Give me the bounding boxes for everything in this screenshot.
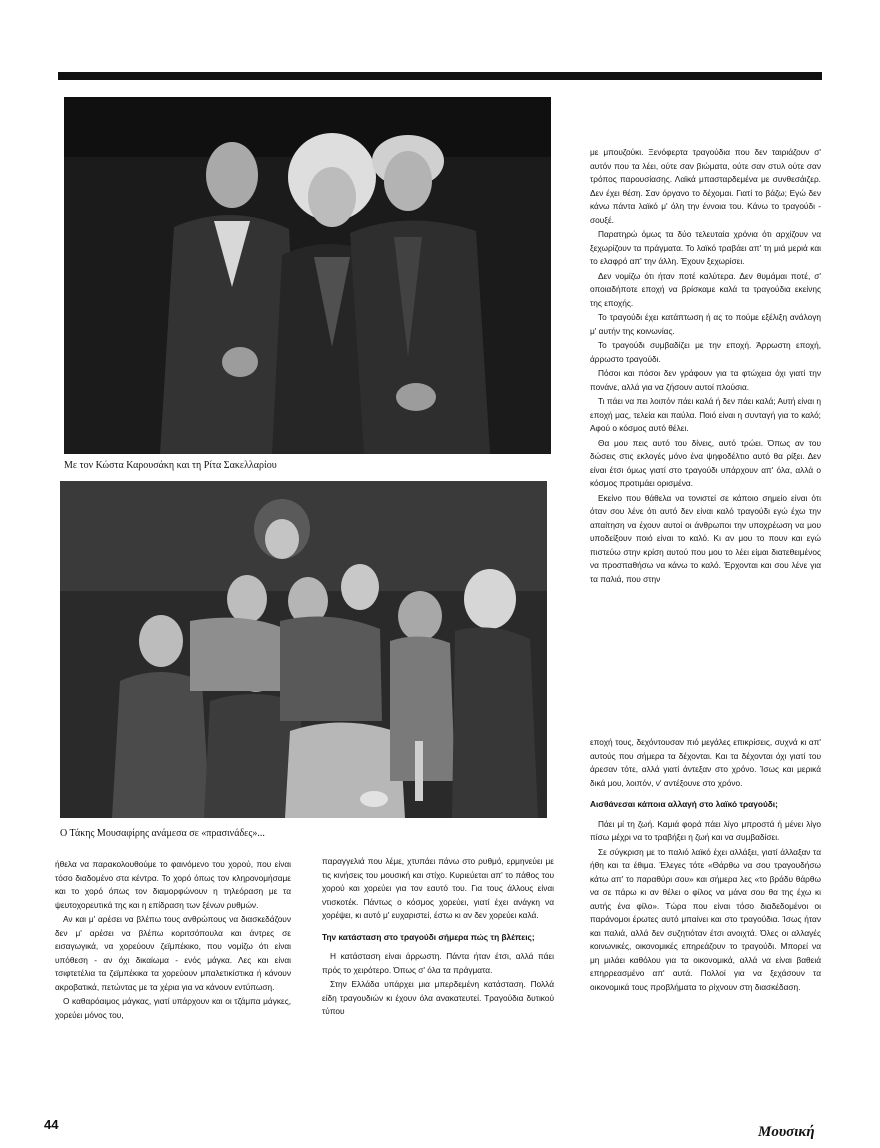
paragraph: Τι πάει να πει λοιπόν πάει καλά ή δεν πάει καλά; Αυτή είναι η εποχή μας, τελεία και παύλα. Ποιό είναι η συνταγή για το καλό; Αφού ο κόσμος αυτό θέλει. [590, 396, 821, 433]
paragraph: Εκείνο που θάθελα να τονιστεί σε κάποιο σημείο είναι ότι όταν σου λένε ότι αυτό δεν είναι καλό τραγούδι εγώ έχω την απαίτηση να έχουν αυτοί οι άνθρωποι την υποχρέωση να μου υποδείξουν ποιό είναι το καλό. Κι αν μου το πουν και εγώ πιστεύω στην κρίση αυτού που μου το λέει είμαι διατεθειμένος να προσπαθήσω να κάνω το καλό. Έρχονται και σου λένε για τα παλιά, που στην [590, 492, 821, 584]
top-rule [58, 72, 822, 80]
photo-trio [64, 97, 551, 454]
middle-column [322, 855, 554, 1020]
interview-question: Αισθάνεσαι κάποια αλλαγή στο λαϊκό τραγούδι; [590, 799, 778, 809]
paragraph: Πόσοι και πόσοι δεν γράφουν για τα φτώχεια όχι γιατί την πονάνε, αλλά για να ζήσουν αυτοί πλούσια. [590, 368, 821, 392]
paragraph: παραγγελιά που λέμε, χτυπάει πάνω στο ρυθμό, ερμηνεύει με τις κινήσεις του μουσική και στίχο. Κυριεύεται απ' το πάθος του χορού και χορεύει για τον εαυτό του. Για τους άλλους είναι ντισκοτέκ. Πάντως ο κόσμος χορεύει, γιατί έχει ανάγκη να χορέψει, κι αυτό μ' ευχαριστεί, έστω κι αν δεν χορεύει καλά. [322, 856, 554, 920]
paragraph: Δεν νομίζω ότι ήταν ποτέ καλύτερα. Δεν θυμάμαι ποτέ, σ' οποιαδήποτε εποχή να βρίσκαμε καλά τα τραγούδια εκείνης της εποχής. [590, 270, 821, 308]
magazine-name: Μουσική [758, 1124, 815, 1140]
photo-group [60, 481, 547, 818]
paragraph: Παρατηρώ όμως τα δύο τελευταία χρόνια ότι αρχίζουν να ξεχωρίζουν τα πράγματα. Το λαϊκό τραβάει απ' τη μιά μεριά και το ελαφρό απ' την άλλη. Έχουν ξεχωρίσει. [590, 229, 821, 266]
paragraph: Η κατάσταση είναι άρρωστη. Πάντα ήταν έτσι, αλλά πάει πρός το χειρότερο. Όπως σ' όλα τα πράγματα. [322, 951, 554, 975]
right-column-upper [590, 146, 821, 587]
paragraph: με μπουζούκι. Ξενόφερτα τραγούδια που δεν ταιριάζουν σ' αυτόν που τα λέει, ούτε σαν βιώματα, ούτε σαν στυλ ούτε σαν τρόπος παρουσίασης. Λαϊκά μπασταρδεμένα με συνθεσάιζερ. Δεν έχει θέση. Σαν όργανο το δέχομαι. Γιατί το βάζω; Εγώ δεν κάνω πάντα λαϊκό μ' όλη την έννοια του. Κάνω το τραγούδι - σουξέ. [590, 147, 821, 225]
right-column-lower [590, 736, 821, 995]
paragraph: εποχή τους, δεχόντουσαν πιό μεγάλες επικρίσεις, συχνά κι απ' αυτούς που σήμερα τα δέχονται. Και τα δέχονται όχι γιατί του άρεσαν τότε, αλλά γιατί άντεξαν στο χρόνο. Ίσως και μερικά δικά μου, λοιπόν, ν' αντέξουνε στο χρόνο. [590, 737, 821, 788]
paragraph: Σε σύγκριση με το παλιό λαϊκό έχει αλλάξει, γιατί άλλαξαν τα ήθη και τα έθιμα. Έλεγες τότε «Θάρθω να σου τραγουδήσω κάτω απ' το παραθύρι σου» και σήμερα λες «το βράδυ θάρθω να σε πάρω κι αν θέλει ο φίλος να μάνα σου θα της έχω κι αυτής ένα φίλο». Τώρα που είναι τόσο διαδεδομένοι οι παράνομοι έρωτες αυτό μπαίνει και στο τραγούδια. Ίσως ήταν και παλιά, αλλά δεν συζητιόταν έτσι ανοιχτά. Όλες οι αλλαγές κοινωνικές, οικονομικές επηρεάζουν το τραγούδι. Μπορεί να μη μιλάει καθόλου για τα οικονομικά, αλλά να είναι βαθειά επηρρεασμένο απ' αυτά. Πολλοί για να ξεχάσουν τα οικονομικά τους προβλήματα το ρίχνουν στη διασκέδαση. [590, 846, 821, 992]
paragraph: Ο καθαρόαιμος μάγκας, γιατί υπάρχουν και οι τζάμπα μάγκες, χορεύει μόνος του, [55, 996, 291, 1020]
paragraph: Στην Ελλάδα υπάρχει μια μπερδεμένη κατάσταση. Πολλά είδη τραγουδιών κι έχουν όλα ανακατευτεί. Τραγούδια δυτικού τύπου [322, 979, 554, 1016]
paragraph: Το τραγούδι έχει κατάπτωση ή ας το πούμε εξέλιξη ανάλογη μ' αυτήν της κοινωνίας. [590, 312, 821, 336]
top-photo-caption: Με τον Κώστα Καρουσάκη και τη Ρίτα Σακελλαρίου [64, 460, 277, 471]
paragraph: Θα μου πεις αυτό του δίνεις, αυτό τρώει. Όπως αν του δώσεις στις εκλογές μόνο ένα ψηφοδέλτιο αυτό θα ρίξει. Δεν είναι έτσι όμως γιατί στο τραγούδι υπάρχουν απ' όλα, αλλά ο κόσμος προτιμάει ορισμένα. [590, 437, 821, 488]
paragraph: Αν και μ' αρέσει να βλέπω τους ανθρώπους να διασκεδάζουν δεν μ' αρέσει να βλέπω κοριτσόπουλα και άντρες σε εισαγωγικά, να χορεύουν ζεϊμπέκικο, που νομίζω ότι είναι υπόθεση - αν όχι δικαίωμα - ενός μάγκα. Λες και είναι τσιφτετέλια τα ζεϊμπέκικα τα χορεύουν μπαλετικίστικα ή κάνουν ακροβατικά, πετώντας με τα χέρια για να κάνουν εντύπωση. [55, 914, 291, 992]
page-number: 44 [44, 1117, 59, 1132]
paragraph: Πάει μί τη ζωή. Καμιά φορά πάει λίγο μπροστά ή μένει λίγο πίσω μέχρι να το τραβήξει η ζωή και να συμβαδίσει. [590, 818, 821, 842]
interview-question: Την κατάσταση στο τραγούδι σήμερα πώς τη βλέπεις; [322, 931, 535, 942]
left-column [55, 858, 291, 1023]
bottom-photo-caption: Ο Τάκης Μουσαφίρης ανάμεσα σε «πρασινάδες»... [60, 828, 265, 839]
paragraph: ήθελα να παρακολουθούμε το φαινόμενο του χορού, που είναι τόσο διαδομένο στα κέντρα. Το χορό όπως τον κληρονομήσαμε και το χορό όπως τον διαμορφώνουν η τηλεόραση με τα ψευτοχορευτικά της και η επίδραση των ξένων ρυθμών. [55, 859, 291, 910]
paragraph: Το τραγούδι συμβαδίζει με την εποχή. Άρρωστη εποχή, άρρωστο τραγούδι. [590, 340, 821, 364]
